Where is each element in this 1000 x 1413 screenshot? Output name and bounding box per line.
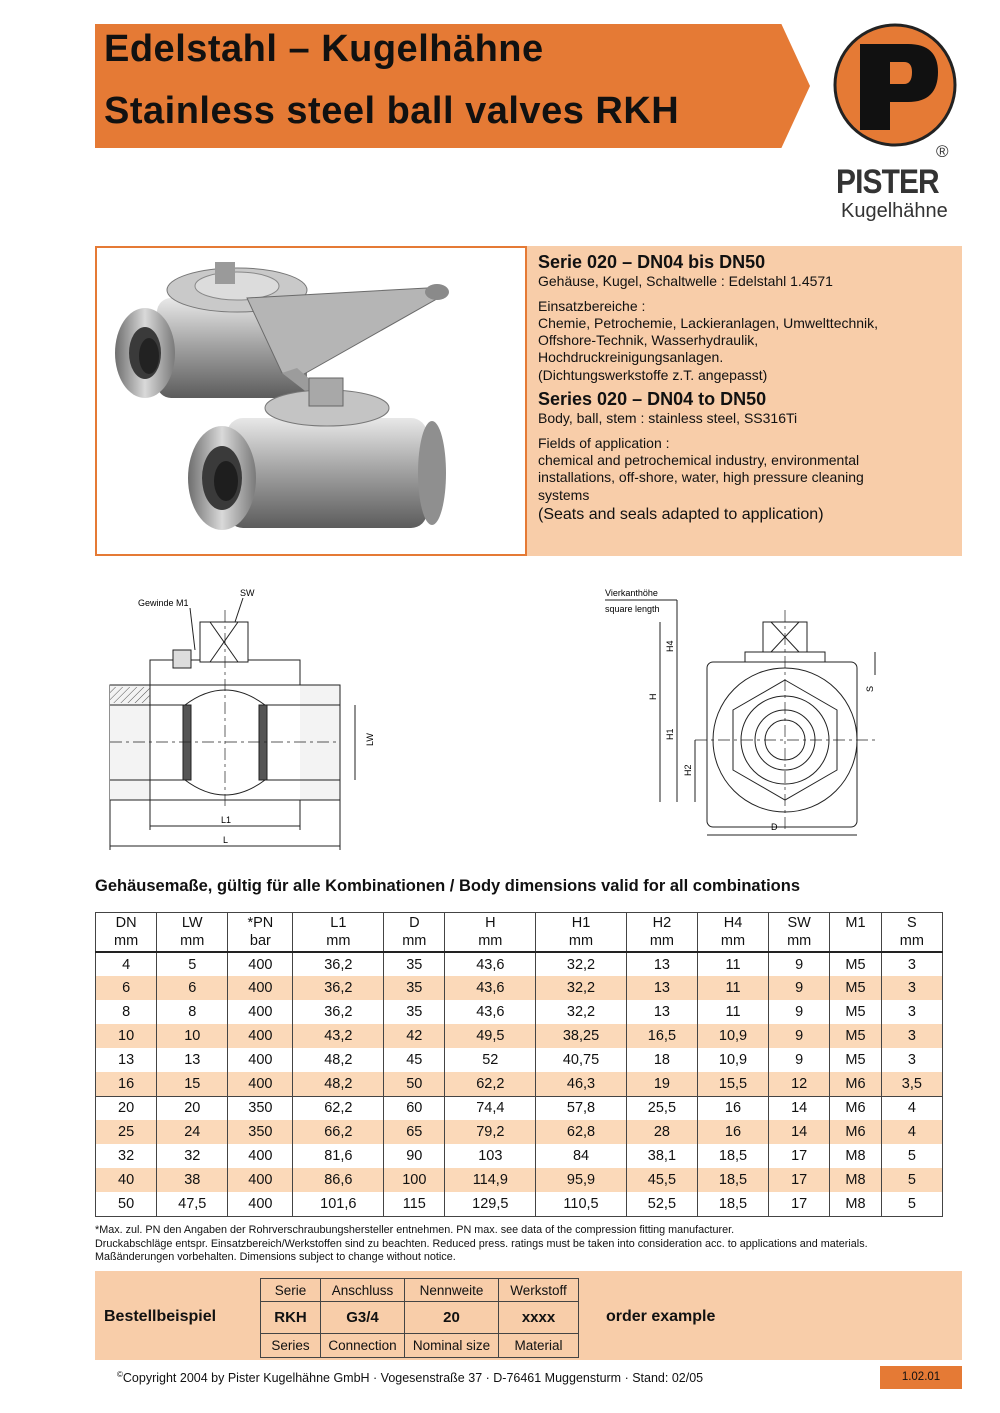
header-name: H4 [723,915,743,931]
table-cell: 81,6 [293,1144,384,1168]
header-name: M1 [845,915,866,931]
table-cell: 13 [626,952,697,976]
table-cell: 114,9 [445,1168,536,1192]
header-name: H2 [652,915,672,931]
application-line: Chemie, Petrochemie, Lackieranlagen, Umwelttechnik, [538,314,879,331]
table-cell: 18,5 [697,1168,768,1192]
table-cell: 4 [881,1120,942,1144]
table-cell: 400 [228,1072,293,1096]
table-row [96,1120,943,1144]
table-cell: 16 [96,1072,157,1096]
table-cell: 10 [157,1024,228,1048]
order-value: G3/4 [321,1302,405,1334]
table-cell: M5 [830,1000,881,1024]
table-cell: 28 [626,1120,697,1144]
footnote: Druckabschläge entspr. Einsatzbereich/Werkstoffen sind zu beachten. Reduced press. ratings must be taken into consideration acc. to applications and materials. [95,1237,868,1250]
order-cell: Series [261,1334,321,1358]
table-row [96,1072,943,1096]
table-header-cell [536,913,627,953]
table-cell: 129,5 [445,1192,536,1216]
table-cell: 38 [157,1168,228,1192]
table-cell: 36,2 [293,952,384,976]
table-cell: 400 [228,1000,293,1024]
table-cell: 13 [626,976,697,1000]
header-unit: mm [568,933,594,949]
table-cell: 43,6 [445,1000,536,1024]
header-unit: mm [478,933,503,949]
header-unit: mm [787,933,812,949]
seats-note: (Seats and seals adapted to application) [538,505,824,523]
label-thread: Gewinde M1 [138,598,189,608]
application-line: chemical and petrochemical industry, environmental [538,451,860,468]
header-name: LW [181,915,203,931]
table-row [96,1048,943,1072]
table-row [96,976,943,1000]
order-cell: Nennweite [405,1279,499,1302]
table-header-cell [293,913,384,953]
table-cell: 50 [96,1192,157,1216]
copyright-line [117,1370,703,1385]
table-row [96,1000,943,1024]
table-cell: 11 [697,952,768,976]
table-cell: 6 [157,976,228,1000]
label-sw: SW [240,588,255,598]
application-line: Offshore-Technik, Wasserhydraulik, [538,332,759,349]
order-value: RKH [261,1302,321,1334]
order-cell: Serie [261,1279,321,1302]
table-cell: 17 [769,1144,830,1168]
table-cell: 16 [697,1120,768,1144]
table-row [96,1168,943,1192]
header-name: D [409,915,420,931]
order-example-table [260,1278,579,1358]
table-cell: 101,6 [293,1192,384,1216]
order-value: 20 [405,1302,499,1334]
table-cell: 60 [384,1096,445,1120]
table-cell: M8 [830,1192,881,1216]
table-cell: 35 [384,1000,445,1024]
table-cell: 43,2 [293,1024,384,1048]
technical-drawings [95,580,965,860]
table-cell: 13 [626,1000,697,1024]
table-cell: M8 [830,1168,881,1192]
label-h2: H2 [683,764,693,776]
table-cell: 400 [228,1024,293,1048]
table-cell: 20 [157,1096,228,1120]
header-unit: mm [899,933,924,949]
table-cell: 6 [96,976,157,1000]
header-unit: mm [720,933,746,949]
table-cell: 3 [881,1000,942,1024]
table-cell: 84 [536,1144,627,1168]
application-line: systems [538,486,590,503]
table-cell: 48,2 [293,1072,384,1096]
table-cell: M5 [830,1024,881,1048]
table-cell: 52 [445,1048,536,1072]
label-lw: LW [365,733,375,746]
application-line: installations, off-shore, water, high pressure cleaning [538,469,864,486]
header-name: H [485,915,496,931]
table-cell: 11 [697,976,768,1000]
registered-mark: ® [936,142,949,161]
order-value-row [261,1302,579,1334]
table-cell: 10 [96,1024,157,1048]
label-h: H [648,693,658,700]
table-cell: 43,6 [445,976,536,1000]
page-title-english: Stainless steel ball valves RKH [104,90,680,132]
table-cell: 66,2 [293,1120,384,1144]
table-cell: 36,2 [293,976,384,1000]
order-footer-row [261,1334,579,1358]
table-cell: 103 [445,1144,536,1168]
table-cell: 65 [384,1120,445,1144]
table-cell: 350 [228,1096,293,1120]
table-header-row [96,913,943,953]
label-h4: H4 [665,640,675,652]
table-title: Gehäusemaße, gültig für alle Kombinationen / Body dimensions valid for all combinations [95,877,801,895]
product-photo [95,246,527,556]
table-cell: 5 [881,1144,942,1168]
table-cell: 49,5 [445,1024,536,1048]
table-cell: 45 [384,1048,445,1072]
table-cell: 48,2 [293,1048,384,1072]
label-square-en: square length [605,604,660,614]
table-cell: 17 [769,1168,830,1192]
table-cell: 9 [769,976,830,1000]
label-d: D [771,822,778,832]
table-cell: 14 [769,1120,830,1144]
table-header-cell [769,913,830,953]
table-header-cell [626,913,697,953]
table-cell: 16 [697,1096,768,1120]
table-cell: 90 [384,1144,445,1168]
table-cell: 9 [769,1048,830,1072]
table-cell: 3 [881,1048,942,1072]
table-row [96,1024,943,1048]
application-line: Hochdruckreinigungsanlagen. [538,349,724,366]
dimension-table [95,912,943,1217]
table-cell: M5 [830,1048,881,1072]
table-cell: 25,5 [626,1096,697,1120]
table-cell: 42 [384,1024,445,1048]
table-cell: 4 [96,952,157,976]
table-header-cell [384,913,445,953]
table-cell: 52,5 [626,1192,697,1216]
table-header-cell [697,913,768,953]
table-cell: 38,25 [536,1024,627,1048]
table-cell: 13 [157,1048,228,1072]
order-value: xxxx [499,1302,579,1334]
table-cell: 400 [228,1168,293,1192]
table-cell: 3,5 [881,1072,942,1096]
table-row [96,1096,943,1120]
copyright-mark: © [117,1370,123,1379]
table-row [96,952,943,976]
order-cell: Connection [321,1334,405,1358]
table-cell: 24 [157,1120,228,1144]
table-cell: 10,9 [697,1048,768,1072]
table-cell: 62,2 [445,1072,536,1096]
table-cell: 43,6 [445,952,536,976]
table-cell: 40,75 [536,1048,627,1072]
table-cell: 32,2 [536,1000,627,1024]
table-cell: 35 [384,976,445,1000]
header-unit: mm [326,933,351,949]
table-cell: 20 [96,1096,157,1120]
table-cell: 350 [228,1120,293,1144]
order-cell: Nominal size [405,1334,499,1358]
table-cell: M5 [830,976,881,1000]
table-cell: 4 [881,1096,942,1120]
table-cell: 57,8 [536,1096,627,1120]
label-l1: L1 [221,815,232,825]
header-name: H1 [571,915,591,931]
table-cell: 25 [96,1120,157,1144]
footnote: Maßänderungen vorbehalten. Dimensions subject to change without notice. [95,1251,456,1263]
table-cell: 400 [228,1192,293,1216]
table-cell: 115 [384,1192,445,1216]
order-label-german: Bestellbeispiel [104,1308,217,1325]
header-name: L1 [330,915,347,931]
header-unit: bar [249,933,271,949]
table-header-cell [445,913,536,953]
table-cell: 45,5 [626,1168,697,1192]
table-header-cell [830,913,881,953]
section-view [110,598,355,850]
table-cell: M6 [830,1120,881,1144]
material-german: Gehäuse, Kugel, Schaltwelle : Edelstahl 1.4571 [538,273,833,290]
table-cell: 13 [96,1048,157,1072]
application-label-english: Fields of application : [538,434,670,451]
page-title-german: Edelstahl – Kugelhähne [104,28,544,70]
table-cell: 8 [96,1000,157,1024]
application-label-german: Einsatzbereiche : [538,297,646,314]
footnote: *Max. zul. PN den Angaben der Rohrverschraubungshersteller entnehmen. PN max. see data of the compression fitting manufacturer. [95,1224,735,1236]
order-label-english: order example [606,1308,716,1325]
label-l: L [223,835,229,845]
header-unit: mm [180,933,205,949]
table-cell: 9 [769,1000,830,1024]
table-cell: 19 [626,1072,697,1096]
table-cell: 62,8 [536,1120,627,1144]
table-cell: 11 [697,1000,768,1024]
table-cell: 5 [157,952,228,976]
label-h1: H1 [665,728,675,740]
copyright-text: Copyright 2004 by Pister Kugelhähne GmbH · Vogesenstraße 37 · D-76461 Muggensturm · Stand: 02/05 [122,1371,704,1386]
table-cell: 35 [384,952,445,976]
table-cell: 16,5 [626,1024,697,1048]
header-name: S [907,915,917,931]
table-cell: 79,2 [445,1120,536,1144]
footnotes [95,1224,955,1265]
table-cell: 18 [626,1048,697,1072]
table-cell: 95,9 [536,1168,627,1192]
table-cell: M6 [830,1096,881,1120]
table-cell: 32,2 [536,976,627,1000]
table-row [96,1144,943,1168]
table-cell: 36,2 [293,1000,384,1024]
table-cell: 400 [228,1144,293,1168]
label-square-de: Vierkanthöhe [605,588,658,598]
ball-valve-illustration [97,248,525,554]
table-cell: M5 [830,952,881,976]
label-s: S [865,685,875,692]
table-cell: 18,5 [697,1192,768,1216]
table-cell: 100 [384,1168,445,1192]
table-cell: 74,4 [445,1096,536,1120]
application-line: (Dichtungswerkstoffe z.T. angepasst) [538,366,768,383]
table-cell: 12 [769,1072,830,1096]
table-cell: 3 [881,1024,942,1048]
series-heading-english: Series 020 – DN04 to DN50 [538,389,767,410]
page-code: 1.02.01 [880,1366,962,1389]
material-english: Body, ball, stem : stainless steel, SS316Ti [538,410,798,427]
table-cell: 62,2 [293,1096,384,1120]
table-cell: M6 [830,1072,881,1096]
table-cell: 3 [881,952,942,976]
table-cell: 46,3 [536,1072,627,1096]
table-cell: 32 [96,1144,157,1168]
table-cell: M8 [830,1144,881,1168]
table-cell: 5 [881,1168,942,1192]
header-unit: mm [402,933,427,949]
table-cell: 15 [157,1072,228,1096]
product-description [527,246,962,556]
table-cell: 400 [228,1048,293,1072]
table-cell: 47,5 [157,1192,228,1216]
table-cell: 9 [769,952,830,976]
table-cell: 17 [769,1192,830,1216]
table-cell: 8 [157,1000,228,1024]
header-name: DN [115,915,137,931]
table-cell: 86,6 [293,1168,384,1192]
table-cell: 10,9 [697,1024,768,1048]
order-header-row [261,1279,579,1302]
table-cell: 9 [769,1024,830,1048]
header-unit [830,932,880,950]
table-header-cell [881,913,942,953]
table-cell: 32 [157,1144,228,1168]
table-cell: 400 [228,976,293,1000]
header-name: SW [787,915,811,931]
table-cell: 110,5 [536,1192,627,1216]
header-name: *PN [247,915,274,931]
table-cell: 5 [881,1192,942,1216]
table-row [96,1192,943,1216]
table-cell: 15,5 [697,1072,768,1096]
end-view [605,600,875,835]
table-cell: 3 [881,976,942,1000]
table-cell: 50 [384,1072,445,1096]
table-cell: 18,5 [697,1144,768,1168]
table-header-cell [228,913,293,953]
brand-subtitle: Kugelhähne [841,200,948,222]
header-unit: mm [649,933,674,949]
header-unit: mm [114,933,139,949]
order-cell: Material [499,1334,579,1358]
table-header-cell [96,913,157,953]
table-cell: 32,2 [536,952,627,976]
series-heading-german: Serie 020 – DN04 bis DN50 [538,252,766,272]
table-cell: 40 [96,1168,157,1192]
table-cell: 14 [769,1096,830,1120]
brand-name: PISTER [836,163,939,201]
table-header-cell [157,913,228,953]
table-cell: 400 [228,952,293,976]
table-cell: 38,1 [626,1144,697,1168]
order-cell: Anschluss [321,1279,405,1302]
order-cell: Werkstoff [499,1279,579,1302]
